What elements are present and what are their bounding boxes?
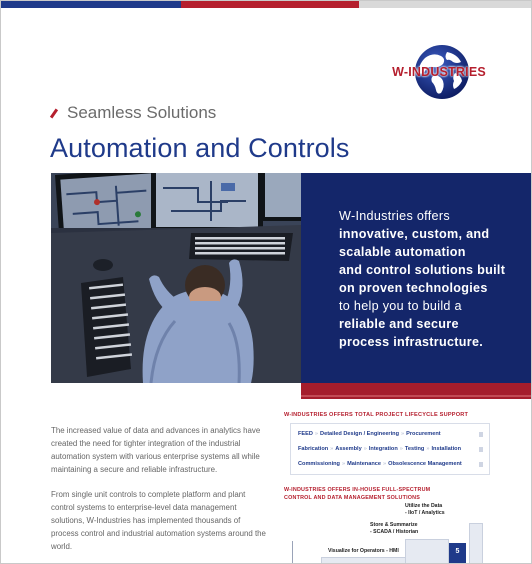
hero-line: process infrastructure. (339, 335, 484, 349)
hero-line: to help you to build a (339, 299, 462, 313)
lifecycle-row-2: Fabrication » Assembly » Integration » Testing » Installation (298, 446, 462, 452)
inhouse-title-line-2: CONTROL AND DATA MANAGEMENT SOLUTIONS (284, 495, 421, 501)
body-paragraph-2: From single unit controls to complete platform and plant control systems to enterprise-level data management solutions, W-Industries has implemented thousands of process control and industrial automation systems around the world. (51, 490, 266, 551)
step-visualize: Visualize for Operators - HMI (328, 548, 399, 554)
staircase-step-5: 5 (449, 543, 466, 564)
hero-line: and control solutions built (339, 263, 506, 277)
hero-photo-operator-at-workstation (51, 173, 301, 383)
lifecycle-title: W-INDUSTRIES OFFERS TOTAL PROJECT LIFECYCLE SUPPORT (284, 412, 469, 418)
staircase-axis-line (292, 541, 293, 564)
top-bar-red (181, 1, 359, 8)
hero-line: W-Industries offers (339, 209, 450, 223)
body-copy (51, 424, 269, 564)
hero-line: scalable automation (339, 245, 466, 259)
hero-line: innovative, custom, and (339, 227, 490, 241)
staircase-step-4 (405, 539, 449, 564)
inhouse-title (284, 486, 514, 502)
lifecycle-row-marker (479, 432, 483, 437)
page-title: Automation and Controls (50, 133, 350, 163)
hero-line: reliable and secure (339, 317, 459, 331)
top-color-bar (1, 1, 532, 8)
hero-line: on proven technologies (339, 281, 488, 295)
lifecycle-row-marker (479, 447, 483, 452)
hero-copy (339, 207, 529, 351)
section-kicker (49, 103, 216, 123)
lifecycle-row-3: Commissioning » Maintenance » Obsolescence Management (298, 461, 462, 467)
lifecycle-box (290, 423, 490, 475)
body-paragraph-1: The increased value of data and advances in analytics have created the need for tighter integration of the industrial automation system with various enterprise systems all while maintaining a secure and reliable infrastructure. (51, 426, 261, 474)
top-bar-gray (359, 1, 532, 8)
step-store-summarize: Store & Summarize - SCADA / Historian (370, 522, 419, 535)
accent-red-bar (301, 383, 532, 399)
accent-red-bar-line (301, 395, 532, 397)
kicker-text: Seamless Solutions (67, 103, 217, 122)
lifecycle-row-marker (479, 462, 483, 467)
inhouse-title-line-1: W-INDUSTRIES OFFERS IN-HOUSE FULL-SPECTRUM (284, 487, 431, 493)
staircase-step-top (469, 523, 483, 564)
hero-copy-panel (301, 173, 532, 383)
operator-workstation-illustration (51, 173, 301, 383)
lifecycle-row-1: FEED » Detailed Design / Engineering » Procurement (298, 431, 441, 437)
kicker-slash-icon (50, 108, 58, 118)
company-logo (389, 43, 489, 101)
step-utilize-data: Utilize the Data - IIoT / Analytics (405, 503, 445, 516)
top-bar-blue (1, 1, 181, 8)
logo-wordmark: W-INDUSTRIES (392, 65, 486, 79)
